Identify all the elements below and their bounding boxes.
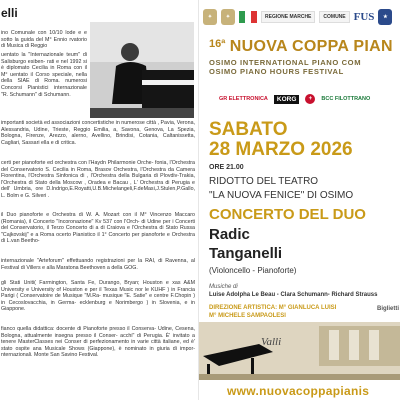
- tickets-label: Biglietti: [377, 306, 399, 312]
- emblem-icon: ★: [378, 9, 392, 25]
- concert-title: CONCERTO DEL DUO: [209, 206, 366, 223]
- artistic-direction: DIREZIONE ARTISTICA: M° GIANLUCA LUISI: [209, 305, 337, 311]
- festival-edition: 16ª: [209, 38, 226, 50]
- bio-paragraph: gli Stati Uniti( Farmington, Santa Fe, Durango, Bryan; Houston e xas A&M University e University of Houston e per il Texas Music nor le KUHF ) in Francia Parigi ( Conservatoire de Musique "M.Ra- musique "E. Satie" e centre F.Chopin ) in Cecoslovacchia, in Germa- ecklenburg e Norimbergo ) in Slovenia, e in Giappone.: [1, 280, 195, 313]
- festival-name: NUOVA COPPA PIAN: [229, 38, 393, 55]
- bio-paragraph: importanti società ed associazioni concertistiche in numerose città , Pavia, Verona, Alessandria, Udine, Trieste, Reggio Emilia, a, Savona, Genova, La Spezia, Bologna, Firenze, Arezzo, alerno, Avellino, Brindisi, Cotania, Caltanissetta, Cagliari, Sassari ella e di critica.: [1, 120, 195, 146]
- korg-logo: KORG: [274, 95, 300, 104]
- concert-poster: [198, 0, 400, 400]
- bcc-logo: BCC FILOTTRANO: [321, 96, 371, 102]
- festival-subtitle: OSIMO PIANO HOURS FESTIVAL: [209, 67, 344, 76]
- performer-name: Tanganelli: [209, 245, 283, 262]
- fus-logo: FUS: [353, 11, 375, 23]
- composers-list: Luise Adolpha Le Beau - Clara Schumann- Richard Strauss: [209, 292, 378, 298]
- performer-name: Radic: [209, 226, 250, 243]
- red-cross-icon: +: [305, 94, 315, 104]
- coat-of-arms-icon: ✦: [221, 9, 235, 25]
- venue-line: RIDOTTO DEL TEATRO: [209, 176, 319, 187]
- comune-logo: COMUNE: [319, 11, 349, 23]
- website-link[interactable]: www.nuovacoppapianis: [227, 384, 370, 398]
- gr-elettronica-logo: GR ELETTRONICA: [219, 96, 268, 102]
- event-day: SABATO: [209, 119, 288, 140]
- music-label: Musiche di: [209, 284, 238, 290]
- bio-paragraph: certi per pianoforte ed orchestra con l'Haydn Philarmonie Orche- fonia, l'Orchestra del Conservatorio S. Cecilia in Roma, Brasov Orchestra, l'Orchestra da Camera Fiorentina, l'Orchestra Sinfonica di , l'Orchestra della Bulgaria di Plovdiv-Trakia, l'Orchestra di Stato della Moscow , Oradea e Bacau , L' Orchestra di Perugia e dell' Umbria, ore D.Indrigo,E.Royatti,U.B.Michelangeli,F.deMasi,J.Stulen,P.Gallo, L. Bolm e G. Silveri .: [1, 160, 195, 199]
- festival-subtitle: OSIMO INTERNATIONAL PIANO COM: [209, 58, 362, 67]
- artistic-direction: M° MICHELE SAMPAOLESI: [209, 313, 286, 319]
- venue-line: "LA NUOVA FENICE" DI OSIMO: [209, 190, 354, 201]
- event-date: [209, 120, 353, 160]
- valli-logo: Valli: [261, 336, 282, 348]
- piano-showroom-image: [199, 322, 400, 380]
- biography-column: [0, 0, 198, 400]
- coat-of-arms-icon: ✦: [203, 9, 217, 25]
- instruments: (Violoncello - Pianoforte): [209, 266, 297, 275]
- bio-paragraph: fianco quella didattica: docente di Pianoforte presso il Conserva- Udine, Cesena, Bologna, attualmente insegna presso il Conser- acchi" di Perugia. È' invitato a tenere MasterClasses nei Conser di perfezionamento in varie città italiane, ed è' stato ospite ana Musicale Shows (Giappone), è nominato in giuria di impor- nternazionali. Monte San Savino Festival.: [1, 326, 195, 359]
- bio-title: elli: [1, 6, 18, 20]
- pianist-photo: [90, 22, 194, 118]
- event-time: ORE 21.00: [209, 164, 244, 171]
- pianist-at-piano-image: [90, 22, 194, 118]
- regione-marche-logo: REGIONE MARCHE: [261, 11, 315, 23]
- bio-paragraph: internazionale "Arteforum" effettuando registrazioni per la RAI, di Ravenna, al Festival di Villers e alla Maratona Beethoven a della GOG.: [1, 258, 195, 271]
- festival-title: [209, 38, 393, 56]
- bio-intro: ino Comunale con 10/10 lode e e sotto la guida del M° Ennio rvatorio di Musica di Reggio: [1, 30, 87, 50]
- bio-paragraph: uentato la "Internazionale teum" di Salisburgo esiben- rati e nel 1992 si è diplomato Cecilia in Roma con il M° uentato il Corso speciale, nella della SIAE di Roma. numerosi Concorsi Pianistici internazionale "R. Schumann" di Schumann.: [1, 52, 87, 98]
- event-date-text: 28 MARZO 2026: [209, 139, 353, 160]
- grand-piano-image: [199, 322, 400, 380]
- sponsor-logos: [219, 92, 400, 106]
- bio-paragraph: il Duo pianoforte e Orchestra di W. A. Mozart con il M° Vincenzo Maccaro (Romania), il Concerto "Incoronazione" Kv 537 con l'Orch- di Udine per i Concerti del Conservatorio, il Terzo Concerto di a di Craiova e l'Orchestra di Stato Russa "Cajkovskij" e a Roma ocerto Pianistico il 1° Concerto per pianoforte e Orchestra di L.van Beetho-: [1, 212, 195, 245]
- italy-flag-icon: [239, 11, 257, 23]
- institution-logos: [203, 6, 400, 28]
